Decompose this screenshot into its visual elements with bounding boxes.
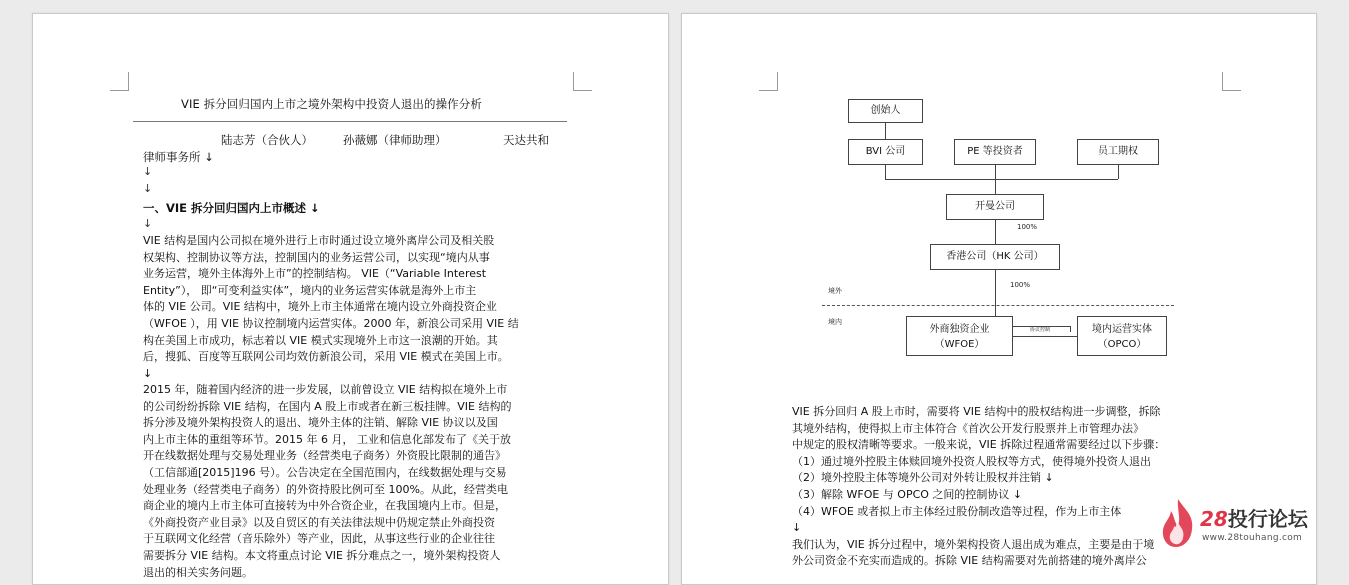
text-line: 的公司纷纷拆除 VIE 结构，在国内 A 股上市或者在新三板挂牌。VIE 结构的 xyxy=(143,399,512,413)
watermark-title xyxy=(1200,503,1308,532)
paragraph-mark: ↓ xyxy=(143,217,153,230)
text-line: （WFOE ），用 VIE 协议控制境内运营实体。2000 年，新浪公司采用 VIE 结 xyxy=(143,316,519,330)
text-line: 后，搜狐、百度等互联网公司均效仿新浪公司，采用 VIE 模式在美国上市。 xyxy=(143,350,509,364)
paragraph-mark: ↓ xyxy=(143,182,153,195)
margin-corner-mark xyxy=(759,72,778,91)
connector xyxy=(885,123,886,139)
node-opco xyxy=(1077,316,1167,356)
title-rule xyxy=(133,121,567,122)
text-line: 我们认为，VIE 拆分过程中，境外架构投资人退出成为难点，主要是由于境 xyxy=(792,537,1155,551)
author-firm: 天达共和 xyxy=(503,133,549,147)
text-line: VIE 拆分回归 A 股上市时，需要将 VIE 结构中的股权结构进一步调整，拆除 xyxy=(792,405,1161,418)
node-founder: 创始人 xyxy=(848,99,923,123)
margin-corner-mark xyxy=(110,72,129,91)
section-heading[interactable]: 一、VIE 拆分回归国内上市概述 ↓ xyxy=(143,201,320,215)
author-2: 孙薇娜（律师助理） xyxy=(343,133,447,147)
node-wfoe-abbr: （WFOE） xyxy=(934,339,985,350)
node-pe-investors: PE 等投资者 xyxy=(954,139,1036,165)
connector xyxy=(1070,326,1071,332)
text-line: 2015 年，随着国内经济的进一步发展，以前曾设立 VIE 结构拟在境外上市 xyxy=(143,383,508,396)
text-line: 商企业的境内上市主体可直接转为中外合资企业，在我国境内上市。但是， xyxy=(143,499,506,513)
text-line: 体的 VIE 公司。VIE 结构中，境外上市主体通常在境内设立外商投资企业 xyxy=(143,300,497,314)
connector xyxy=(1118,165,1119,179)
text-line: 其境外结构，使得拟上市主体符合《首次公开发行股票并上市管理办法》 xyxy=(792,421,1144,435)
text-line: 开在线数据处理与交易处理业务（经营类电子商务）外资股比限制的通告》 xyxy=(143,449,506,463)
node-bvi: BVI 公司 xyxy=(848,139,923,165)
document-page-left xyxy=(32,13,669,585)
node-esop: 员工期权 xyxy=(1077,139,1159,165)
connector xyxy=(995,165,996,179)
overseas-label: 境外 xyxy=(828,287,842,295)
paragraph-mark: ↓ xyxy=(143,366,153,380)
text-line: （工信部通[2015]196 号）。公告决定在全国范围内，在线数据处理与交易 xyxy=(143,465,507,479)
text-line: 需要拆分 VIE 结构。本文将重点讨论 VIE 拆分难点之一，境外架构投资人 xyxy=(143,548,501,562)
paragraph-2[interactable] xyxy=(143,382,563,581)
connector xyxy=(885,165,886,179)
node-opco-abbr: （OPCO） xyxy=(1097,339,1147,350)
node-wfoe xyxy=(906,316,1013,356)
text-line: 外公司资金不充实而造成的。拆除 VIE 结构需要对先前搭建的境外离岸公 xyxy=(792,554,1147,568)
text-line: 退出的相关实务问题。 xyxy=(143,565,253,579)
text-line: （3）解除 WFOE 与 OPCO 之间的控制协议 ↓ xyxy=(792,487,1023,501)
text-line: 构在美国上市成功，标志着以 VIE 模式实现境外上市这一浪潮的开始。其 xyxy=(143,333,498,347)
paragraph-mark: ↓ xyxy=(143,165,153,178)
text-line: 业务运营，境外主体海外上市”的控制结构。 VIE（“Variable Interest xyxy=(143,267,487,281)
site-watermark xyxy=(1150,495,1340,555)
text-line: VIE 结构是国内公司拟在境外进行上市时通过设立境外离岸公司及相关股 xyxy=(143,234,495,247)
text-line: Entity”）， 即“可变利益实体”，境内的业务运营实体就是海外上市主 xyxy=(143,283,477,297)
node-hk: 香港公司（HK 公司） xyxy=(930,244,1060,270)
text-line: 《外商投资产业目录》以及自贸区的有关法律法规中仍规定禁止外商投资 xyxy=(143,515,495,529)
connector xyxy=(885,179,1118,180)
agreement-label: 协议控制 xyxy=(1030,327,1051,333)
flame-logo-icon xyxy=(1158,497,1198,549)
node-cayman: 开曼公司 xyxy=(946,194,1044,220)
node-wfoe-name: 外商独资企业 xyxy=(929,324,990,335)
margin-corner-mark xyxy=(573,72,592,91)
node-opco-name: 境内运营实体 xyxy=(1092,324,1152,335)
document-title[interactable]: VIE 拆分回归国内上市之境外架构中投资人退出的操作分析 xyxy=(181,97,482,111)
text-line: 拆分涉及境外架构投资人的退出、境外主体的注销、解除 VIE 协议以及国 xyxy=(143,416,498,430)
text-line: （1）通过境外控股主体赎回境外投资人股权等方式，使得境外投资人退出 xyxy=(792,454,1151,468)
author-1: 陆志芳（合伙人） xyxy=(221,133,313,147)
margin-corner-mark xyxy=(1222,72,1241,91)
control-agreement-line xyxy=(1013,336,1077,337)
ownership-label: 100% xyxy=(1017,223,1038,231)
connector xyxy=(995,179,996,194)
text-line: ↓ xyxy=(792,521,802,535)
firm-line[interactable]: 律师事务所 ↓ xyxy=(143,150,214,164)
text-line: （4）WFOE 或者拟上市主体经过股份制改造等过程，作为上市主体 xyxy=(792,504,1122,518)
watermark-number: 28 xyxy=(1200,507,1228,531)
text-line: 于互联网文化经营（音乐除外）等产业，因此，从事这些行业的企业往往 xyxy=(143,532,495,546)
connector xyxy=(995,220,996,244)
paragraph-1[interactable] xyxy=(143,233,563,382)
border-line xyxy=(822,305,1174,306)
domestic-label: 境内 xyxy=(828,318,842,326)
watermark-url: www.28touhang.com xyxy=(1202,533,1303,543)
ownership-label: 100% xyxy=(1010,281,1031,289)
text-line: 中规定的股权清晰等要求。一般来说，VIE 拆除过程通常需要经过以下步骤： xyxy=(792,438,1166,452)
text-line: 处理业务（经营类电子商务）的外资持股比例可至 100%。从此，经营类电 xyxy=(143,482,508,496)
text-line: （2）境外控股主体等境外公司对外转让股权并注销 ↓ xyxy=(792,471,1054,485)
text-line: 内上市主体的重组等环节。2015 年 6 月， 工业和信息化部发布了《关于放 xyxy=(143,432,511,446)
watermark-name: 投行论坛 xyxy=(1227,507,1308,531)
text-line: 权架构、控制协议等方法，控制国内的业务运营公司，以实现“境内从事 xyxy=(143,250,490,264)
